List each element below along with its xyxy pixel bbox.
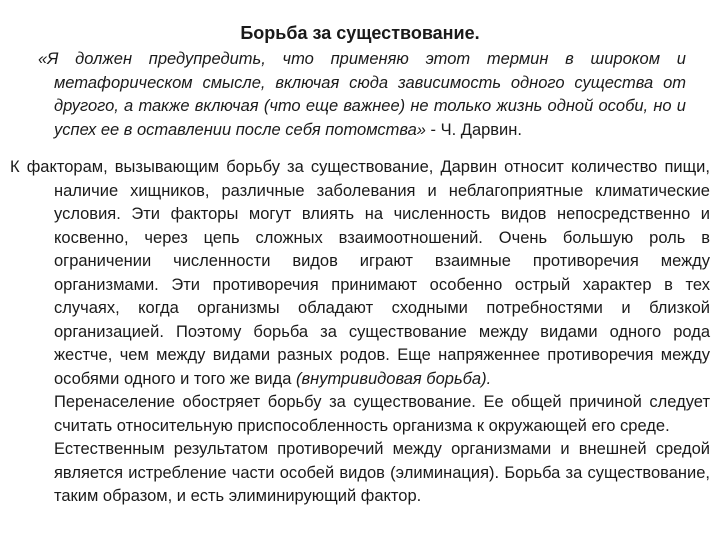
paragraph-factors-text: К факторам, вызывающим борьбу за существование, Дарвин относит количество пищи, наличие хищников, различные заболевания и неблагоприятные климатические условия. Эти факторы могут влиять на численность видов непосредственно и косвенно, через цепь сложных взаимоотношений. Очень большую роль в ограничении численности видов играют взаимные противоречия между организмами. Эти противоречия принимают особенно острый характер в тех случаях, когда организмы обладают сходными потребностями и близкой организацией. Поэтому борьба за существование между видами одного рода жестче, чем между видами разных родов. Еще напряженнее противоречия между особями одного и того же вида — [10, 158, 710, 388]
quote-text: «Я должен предупредить, что применяю этот термин в широком и метафорическом смысле, включая сюда зависимость одного существа от другого, а также включая (что еще важнее) не только жизнь одной особи, но и успех ее в оставлении после себя потомства» — [38, 50, 686, 139]
paragraph-factors — [10, 156, 710, 391]
paragraph-elimination: Естественным результатом противоречий между организмами и внешней средой является истребление части особей видов (элиминация). Борьба за существование, таким образом, и есть элиминирующий фактор. — [54, 440, 710, 505]
page-title: Борьба за существование. — [240, 23, 480, 43]
intraspecific-struggle-term: (внутривидовая борьба). — [296, 369, 492, 388]
quote-author: - Ч. Дарвин. — [425, 120, 522, 139]
paragraph-overpopulation: Перенаселение обостряет борьбу за существование. Ее общей причиной следует считать относительную приспособленность организма к окружающей его среде. — [54, 393, 710, 435]
main-text — [10, 156, 710, 509]
darwin-quote — [38, 48, 686, 142]
